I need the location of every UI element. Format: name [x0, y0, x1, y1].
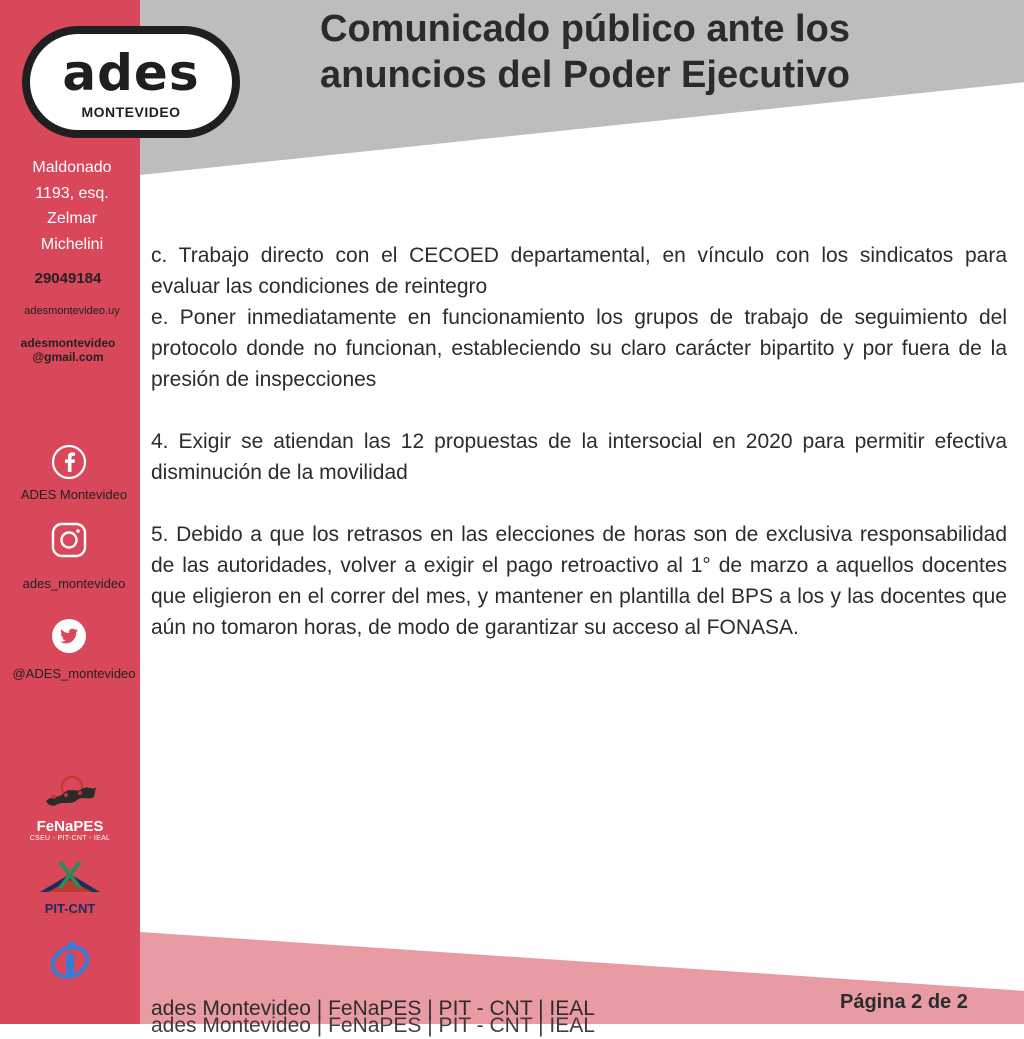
pitcnt-emblem-icon: [38, 860, 102, 894]
paragraph-c: c. Trabajo directo con el CECOED departamental, en vínculo con los sindicatos para evaluar las condiciones de reintegro: [151, 244, 1007, 298]
twitter-icon[interactable]: [51, 618, 87, 654]
paragraph-e: e. Poner inmediatamente en funcionamiento los grupos de trabajo de seguimiento del protocolo donde no funcionan, estableciendo su claro carácter bipartito y por fuera de la presión de inspecciones: [151, 306, 1007, 391]
email-link[interactable]: [0, 336, 136, 364]
address: [0, 155, 144, 257]
pitcnt-name: PIT-CNT: [44, 901, 96, 916]
email-line-1: adesmontevideo: [20, 336, 116, 350]
pitcnt-logo: [28, 860, 112, 916]
title-line-1: Comunicado público ante los: [320, 8, 850, 50]
facebook-icon[interactable]: [51, 444, 87, 480]
paragraph-4: 4. Exigir se atiendan las 12 propuestas de la intersocial en 2020 para permitir efectiva disminución de la movilidad: [151, 430, 1007, 484]
email-line-2: @gmail.com: [32, 350, 104, 364]
logo-subtitle: MONTEVIDEO: [81, 104, 181, 120]
twitter-label[interactable]: @ADES_montevideo: [12, 666, 136, 681]
address-line: Zelmar: [47, 210, 97, 227]
paragraph-5: 5. Debido a que los retrasos en las elecciones de horas son de exclusiva responsabilidad de las autoridades, volver a exigir el pago retroactivo al 1° de marzo a aquellos docentes que eligieron en el correr del mes, y mantener en plantilla del BPS a los y las docentes que aún no tomaron horas, de modo de garantizar su acceso al FONASA.: [151, 523, 1007, 639]
instagram-label[interactable]: ades_montevideo: [22, 576, 126, 591]
fenapes-subtitle: CSEU - PIT-CNT - IEAL: [29, 835, 111, 842]
footer-organizations-echo: ades Montevideo | FeNaPES | PIT - CNT | IEAL: [151, 1014, 595, 1037]
page-number: Página 2 de 2: [840, 991, 968, 1013]
logo-word: ades: [62, 44, 200, 102]
title-line-2: anuncios del Poder Ejecutivo: [319, 54, 850, 96]
fenapes-logo: [22, 775, 118, 842]
fenapes-name: FeNaPES: [36, 818, 104, 835]
footer-organizations: ades Montevideo | FeNaPES | PIT - CNT | IEAL: [151, 997, 595, 1020]
address-line: 1193, esq.: [35, 184, 109, 202]
website-link[interactable]: adesmontevideo.uy: [24, 305, 120, 317]
address-line: Michelini: [40, 235, 104, 253]
page-title: [160, 6, 1010, 98]
address-line: Maldonado: [32, 159, 112, 176]
ades-logo: [22, 26, 240, 138]
statement-body: [151, 240, 1007, 643]
fenapes-emblem-icon: [42, 775, 98, 809]
facebook-label[interactable]: ADES Montevideo: [20, 487, 128, 502]
instagram-icon[interactable]: [51, 522, 87, 558]
phone-number: 29049184: [34, 270, 102, 287]
ieal-logo-icon: [48, 938, 92, 982]
